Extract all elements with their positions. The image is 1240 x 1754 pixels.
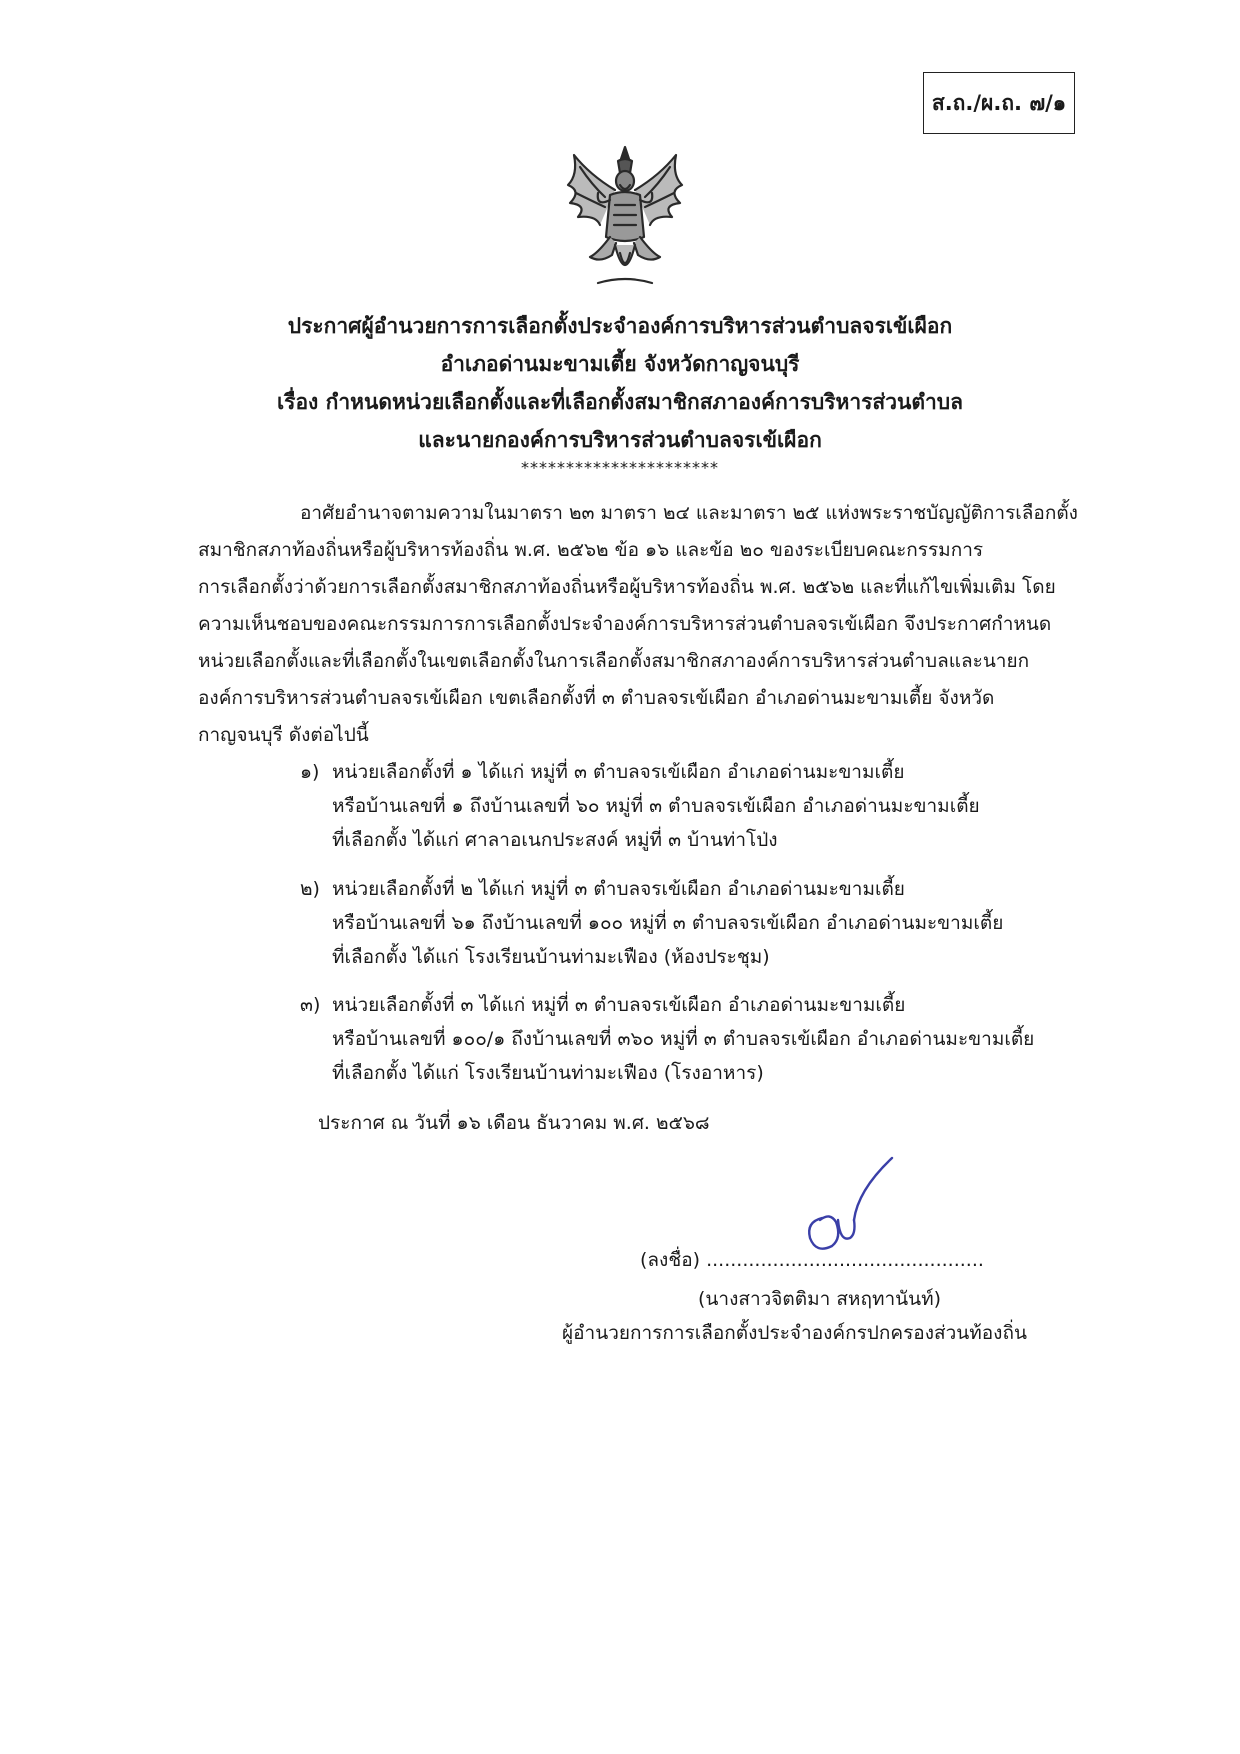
heading-line-4: และนายกองค์การบริหารส่วนตำบลจรเข้เผือก — [418, 428, 822, 452]
intro-line-1: อาศัยอำนาจตามความในมาตรา ๒๓ มาตรา ๒๔ และมาตรา ๒๕ แห่งพระราชบัญญัติการเลือกตั้ง — [300, 502, 1078, 524]
item-1-number: ๑) — [300, 761, 320, 783]
heading-line-3: เรื่อง กำหนดหน่วยเลือกตั้งและที่เลือกตั้งสมาชิกสภาองค์การบริหารส่วนตำบล — [276, 390, 964, 414]
intro-line-3: การเลือกตั้งว่าด้วยการเลือกตั้งสมาชิกสภาท้องถิ่นหรือผู้บริหารท้องถิ่น พ.ศ. ๒๕๖๒ และที่แก้ไขเพิ่มเติม โดย — [198, 576, 1056, 598]
item-3-line-3: ที่เลือกตั้ง ได้แก่ โรงเรียนบ้านท่ามะเฟือง (โรงอาหาร) — [332, 1062, 764, 1084]
item-2-line-2: หรือบ้านเลขที่ ๖๑ ถึงบ้านเลขที่ ๑๐๐ หมู่ที่ ๓ ตำบลจรเข้เผือก อำเภอด่านมะขามเตี้ย — [332, 912, 1004, 934]
signatory-position: ผู้อำนวยการการเลือกตั้งประจำองค์กรปกครองส่วนท้องถิ่น — [562, 1322, 1027, 1344]
handwritten-signature-icon — [800, 1150, 910, 1260]
signature-strokes — [809, 1158, 892, 1249]
heading-line-2: อำเภอด่านมะขามเตี้ย จังหวัดกาญจนบุรี — [440, 352, 800, 376]
signature-line: (ลงชื่อ) .............................................. — [640, 1249, 984, 1271]
intro-line-4: ความเห็นชอบของคณะกรรมการการเลือกตั้งประจำองค์การบริหารส่วนตำบลจรเข้เผือก จึงประกาศกำหนด — [198, 613, 1052, 635]
item-2-line-3: ที่เลือกตั้ง ได้แก่ โรงเรียนบ้านท่ามะเฟือง (ห้องประชุม) — [332, 946, 770, 968]
heading-line-1: ประกาศผู้อำนวยการการเลือกตั้งประจำองค์การบริหารส่วนตำบลจรเข้เผือก — [287, 314, 953, 338]
intro-line-2: สมาชิกสภาท้องถิ่นหรือผู้บริหารท้องถิ่น พ.ศ. ๒๕๖๒ ข้อ ๑๖ และข้อ ๒๐ ของระเบียบคณะกรรมการ — [198, 539, 984, 561]
intro-line-6: องค์การบริหารส่วนตำบลจรเข้เผือก เขตเลือกตั้งที่ ๓ ตำบลจรเข้เผือก อำเภอด่านมะขามเตี้ย จังหวัด — [198, 687, 995, 709]
signatory-name: (นางสาวจิตติมา สหฤทานันท์) — [698, 1288, 942, 1310]
intro-line-7: กาญจนบุรี ดังต่อไปนี้ — [198, 724, 369, 746]
item-2-number: ๒) — [300, 878, 320, 900]
item-1-line-3: ที่เลือกตั้ง ได้แก่ ศาลาอเนกประสงค์ หมู่ที่ ๓ บ้านท่าโป่ง — [332, 829, 778, 851]
announce-date: ประกาศ ณ วันที่ ๑๖ เดือน ธันวาคม พ.ศ. ๒๕๖๘ — [318, 1112, 710, 1134]
item-1-line-1: หน่วยเลือกตั้งที่ ๑ ได้แก่ หมู่ที่ ๓ ตำบลจรเข้เผือก อำเภอด่านมะขามเตี้ย — [332, 761, 905, 783]
item-2-line-1: หน่วยเลือกตั้งที่ ๒ ได้แก่ หมู่ที่ ๓ ตำบลจรเข้เผือก อำเภอด่านมะขามเตี้ย — [332, 878, 905, 900]
garuda-emblem-icon — [560, 145, 690, 290]
item-3-line-1: หน่วยเลือกตั้งที่ ๓ ได้แก่ หมู่ที่ ๓ ตำบลจรเข้เผือก อำเภอด่านมะขามเตี้ย — [332, 994, 906, 1016]
heading-separator: ********************** — [521, 458, 719, 477]
form-code-text: ส.ถ./ผ.ถ. ๗/๑ — [931, 90, 1067, 115]
item-3-line-2: หรือบ้านเลขที่ ๑๐๐/๑ ถึงบ้านเลขที่ ๓๖๐ หมู่ที่ ๓ ตำบลจรเข้เผือก อำเภอด่านมะขามเตี้ย — [332, 1028, 1035, 1050]
item-1-line-2: หรือบ้านเลขที่ ๑ ถึงบ้านเลขที่ ๖๐ หมู่ที่ ๓ ตำบลจรเข้เผือก อำเภอด่านมะขามเตี้ย — [332, 795, 980, 817]
item-3-number: ๓) — [300, 994, 321, 1016]
intro-line-5: หน่วยเลือกตั้งและที่เลือกตั้งในเขตเลือกตั้งในการเลือกตั้งสมาชิกสภาองค์การบริหารส่วนตำบลและนายก — [198, 650, 1030, 672]
form-code-box — [923, 72, 1075, 134]
